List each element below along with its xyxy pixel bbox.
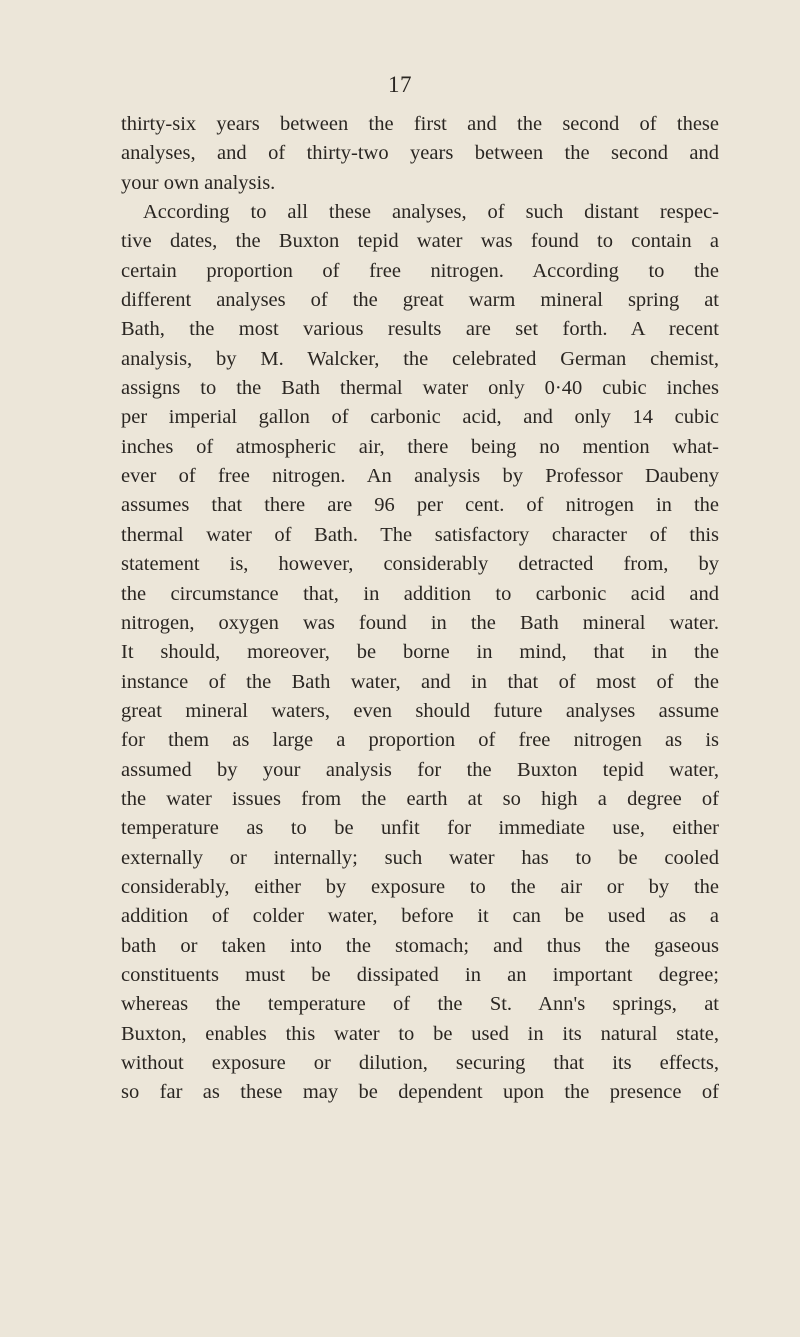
text-line: ever of free nitrogen. An analysis by Professor Daubeny <box>121 465 719 488</box>
text-line: temperature as to be unfit for immediate use, either <box>121 817 719 840</box>
text-line: externally or internally; such water has to be cooled <box>121 846 719 869</box>
text-line: addition of colder water, before it can be used as a <box>121 905 719 928</box>
text-line: thermal water of Bath. The satisfactory character of this <box>121 523 719 546</box>
text-line: so far as these may be dependent upon the presence of <box>121 1081 719 1104</box>
text-line: tive dates, the Buxton tepid water was found to contain a <box>121 230 719 253</box>
text-line: analyses, and of thirty-two years between the second and <box>121 142 719 165</box>
text-line: Bath, the most various results are set forth. A recent <box>121 318 719 341</box>
text-line: inches of atmospheric air, there being no mention what- <box>121 435 719 458</box>
text-line: thirty-six years between the first and the second of these <box>121 113 719 135</box>
text-line: considerably, either by exposure to the air or by the <box>121 875 719 898</box>
text-line: great mineral waters, even should future analyses assume <box>121 699 719 722</box>
text-line: whereas the temperature of the St. Ann's springs, at <box>121 993 719 1016</box>
page-number: 17 <box>388 72 412 97</box>
text-line: According to all these analyses, of such distant respec- <box>143 201 719 224</box>
text-line: assumed by your analysis for the Buxton tepid water, <box>121 758 719 781</box>
text-line: statement is, however, considerably detracted from, by <box>121 553 719 576</box>
text-line: your own analysis. <box>121 171 276 194</box>
text-line: constituents must be dissipated in an important degree; <box>121 963 719 986</box>
text-line: the circumstance that, in addition to carbonic acid and <box>121 582 719 605</box>
text-line: different analyses of the great warm mineral spring at <box>121 289 719 312</box>
text-line: per imperial gallon of carbonic acid, and only 14 cubic <box>121 406 719 429</box>
text-line: certain proportion of free nitrogen. According to the <box>121 259 719 282</box>
text-line: assigns to the Bath thermal water only 0·40 cubic inches <box>121 377 719 400</box>
text-line: It should, moreover, be borne in mind, that in the <box>121 641 719 664</box>
text-line: for them as large a proportion of free nitrogen as is <box>121 729 719 752</box>
text-line: assumes that there are 96 per cent. of nitrogen in the <box>121 494 719 517</box>
text-line: bath or taken into the stomach; and thus the gaseous <box>121 934 719 957</box>
text-line: the water issues from the earth at so high a degree of <box>121 787 719 810</box>
text-line: analysis, by M. Walcker, the celebrated German chemist, <box>121 347 719 370</box>
text-line: instance of the Bath water, and in that of most of the <box>121 670 719 693</box>
text-line: without exposure or dilution, securing that its effects, <box>121 1052 719 1074</box>
text-line: nitrogen, oxygen was found in the Bath mineral water. <box>121 611 719 634</box>
text-line: Buxton, enables this water to be used in its natural state, <box>121 1022 719 1045</box>
body-text <box>121 110 719 1108</box>
